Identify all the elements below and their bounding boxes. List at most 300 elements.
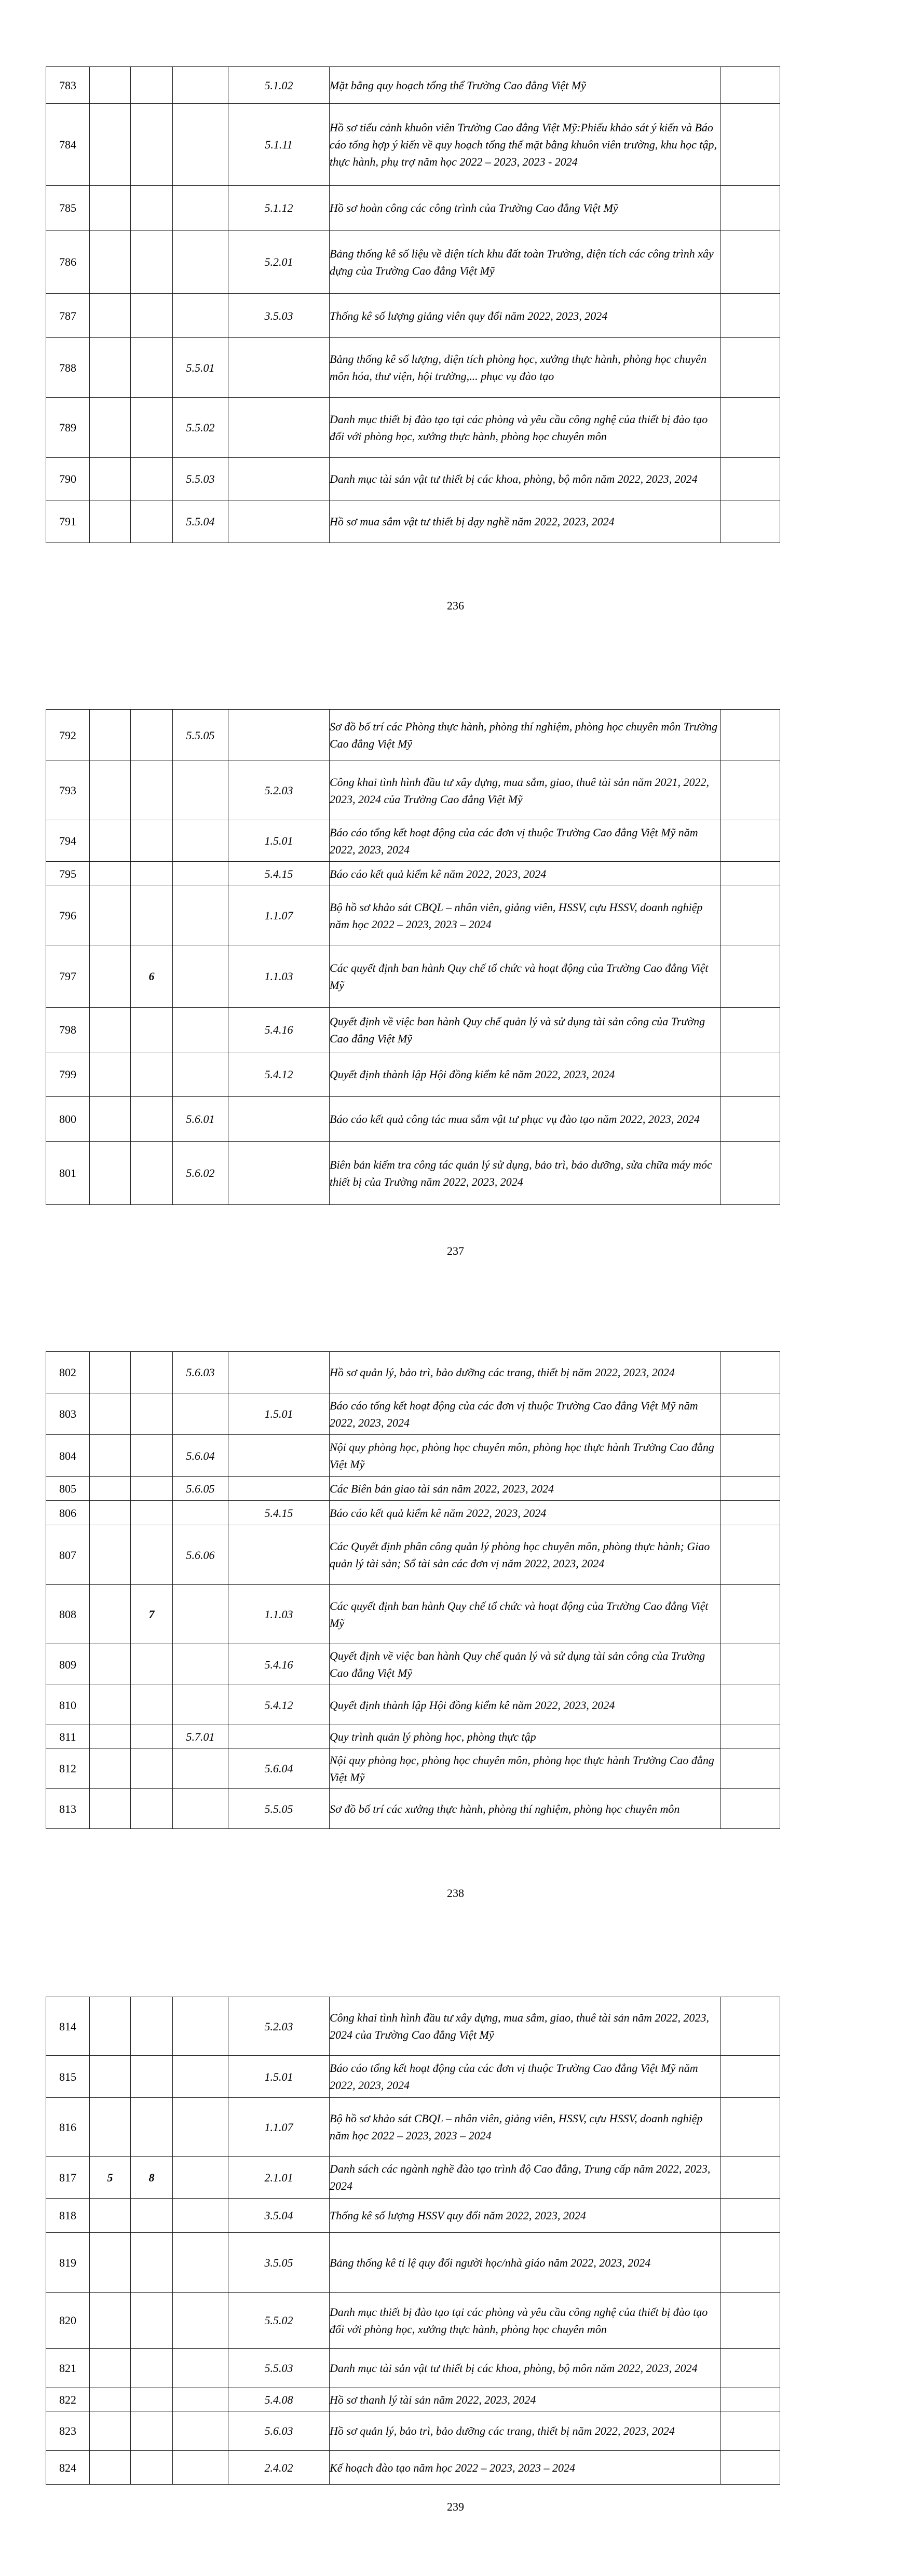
row-number-cell: 788	[46, 338, 90, 398]
standard-cell	[90, 338, 131, 398]
standard-cell	[90, 1789, 131, 1829]
evidence-name-cell: Kế hoạch đào tạo năm học 2022 – 2023, 2023 – 2024	[330, 2451, 721, 2485]
row-number-cell: 796	[46, 886, 90, 945]
row-number-cell: 801	[46, 1142, 90, 1205]
note-cell	[721, 820, 780, 862]
evidence-name-cell: Bảng thống kê số liệu về diện tích khu đất toàn Trường, diện tích các công trình xây dựng của Trường Cao đẳng Việt Mỹ	[330, 231, 721, 294]
evidence-table	[46, 709, 780, 1205]
reference-code-cell: 5.4.16	[228, 1644, 330, 1685]
reference-code-cell: 1.5.01	[228, 820, 330, 862]
row-number-cell: 789	[46, 398, 90, 458]
criterion-cell	[131, 2233, 173, 2293]
criterion-cell	[131, 398, 173, 458]
reference-code-cell: 3.5.04	[228, 2199, 330, 2233]
criterion-cell	[131, 2451, 173, 2485]
evidence-code-cell	[173, 2388, 228, 2411]
criterion-cell	[131, 1501, 173, 1525]
reference-code-cell: 5.4.15	[228, 1501, 330, 1525]
note-cell	[721, 104, 780, 186]
standard-cell	[90, 820, 131, 862]
evidence-code-cell: 5.5.02	[173, 398, 228, 458]
evidence-code-cell: 5.5.01	[173, 338, 228, 398]
standard-cell	[90, 1435, 131, 1477]
evidence-code-cell	[173, 1997, 228, 2056]
standard-cell	[90, 1725, 131, 1748]
note-cell	[721, 294, 780, 338]
reference-code-cell: 1.5.01	[228, 1393, 330, 1435]
evidence-code-cell	[173, 1644, 228, 1685]
evidence-code-cell	[173, 2451, 228, 2485]
evidence-name-cell: Công khai tình hình đầu tư xây dựng, mua sắm, giao, thuê tài sản năm 2022, 2023, 2024 của Trường Cao đẳng Việt Mỹ	[330, 1997, 721, 2056]
row-number-cell: 814	[46, 1997, 90, 2056]
standard-cell	[90, 1748, 131, 1789]
row-number-cell: 799	[46, 1052, 90, 1097]
criterion-cell	[131, 2388, 173, 2411]
table-row	[46, 1008, 780, 1052]
note-cell	[721, 1585, 780, 1644]
table-row	[46, 1997, 780, 2056]
note-cell	[721, 500, 780, 543]
standard-cell	[90, 945, 131, 1008]
table-row	[46, 1725, 780, 1748]
evidence-name-cell: Biên bản kiểm tra công tác quản lý sử dụng, bảo trì, bảo dưỡng, sửa chữa máy móc thiết bị của Trường năm 2022, 2023, 2024	[330, 1142, 721, 1205]
standard-cell	[90, 186, 131, 231]
row-number-cell: 818	[46, 2199, 90, 2233]
row-number-cell: 815	[46, 2056, 90, 2098]
note-cell	[721, 761, 780, 820]
evidence-table	[46, 1351, 780, 1829]
criterion-cell	[131, 67, 173, 104]
table-row	[46, 104, 780, 186]
note-cell	[721, 945, 780, 1008]
criterion-cell	[131, 1725, 173, 1748]
note-cell	[721, 2349, 780, 2388]
reference-code-cell	[228, 1097, 330, 1142]
table-row	[46, 1748, 780, 1789]
evidence-code-cell	[173, 1501, 228, 1525]
evidence-code-cell	[173, 1393, 228, 1435]
standard-cell	[90, 1052, 131, 1097]
note-cell	[721, 2451, 780, 2485]
evidence-name-cell: Báo cáo kết quả kiểm kê năm 2022, 2023, 2024	[330, 862, 721, 886]
table-row	[46, 2157, 780, 2199]
row-number-cell: 800	[46, 1097, 90, 1142]
reference-code-cell: 5.4.08	[228, 2388, 330, 2411]
evidence-name-cell: Nội quy phòng học, phòng học chuyên môn, phòng học thực hành Trường Cao đẳng Việt Mỹ	[330, 1435, 721, 1477]
table-row	[46, 820, 780, 862]
standard-cell	[90, 862, 131, 886]
note-cell	[721, 1685, 780, 1725]
table-row	[46, 886, 780, 945]
table-row	[46, 1525, 780, 1585]
table-row	[46, 2233, 780, 2293]
note-cell	[721, 1352, 780, 1393]
row-number-cell: 809	[46, 1644, 90, 1685]
standard-cell	[90, 67, 131, 104]
row-number-cell: 786	[46, 231, 90, 294]
evidence-code-cell	[173, 2098, 228, 2157]
criterion-cell: 8	[131, 2157, 173, 2199]
evidence-code-cell: 5.6.03	[173, 1352, 228, 1393]
evidence-code-cell	[173, 2056, 228, 2098]
table-row	[46, 710, 780, 761]
note-cell	[721, 1097, 780, 1142]
table-row	[46, 2056, 780, 2098]
row-number-cell: 803	[46, 1393, 90, 1435]
evidence-code-cell	[173, 1585, 228, 1644]
note-cell	[721, 2411, 780, 2451]
evidence-name-cell: Thống kê số lượng HSSV quy đổi năm 2022, 2023, 2024	[330, 2199, 721, 2233]
criterion-cell	[131, 1685, 173, 1725]
table-row	[46, 2411, 780, 2451]
evidence-name-cell: Báo cáo tổng kết hoạt động của các đơn vị thuộc Trường Cao đẳng Việt Mỹ năm 2022, 2023, 2024	[330, 820, 721, 862]
evidence-name-cell: Bảng thống kê tỉ lệ quy đổi người học/nhà giáo năm 2022, 2023, 2024	[330, 2233, 721, 2293]
table-row	[46, 1097, 780, 1142]
note-cell	[721, 231, 780, 294]
row-number-cell: 790	[46, 458, 90, 500]
row-number-cell: 819	[46, 2233, 90, 2293]
row-number-cell: 808	[46, 1585, 90, 1644]
evidence-code-cell	[173, 886, 228, 945]
standard-cell	[90, 458, 131, 500]
table-row	[46, 2098, 780, 2157]
evidence-name-cell: Quyết định về việc ban hành Quy chế quản lý và sử dụng tài sản công của Trường Cao đẳng Việt Mỹ	[330, 1008, 721, 1052]
criterion-cell	[131, 500, 173, 543]
table-row	[46, 2199, 780, 2233]
row-number-cell: 810	[46, 1685, 90, 1725]
evidence-name-cell: Mặt bằng quy hoạch tổng thể Trường Cao đẳng Việt Mỹ	[330, 67, 721, 104]
standard-cell	[90, 1142, 131, 1205]
criterion-cell	[131, 710, 173, 761]
table-row	[46, 231, 780, 294]
criterion-cell	[131, 1008, 173, 1052]
standard-cell	[90, 231, 131, 294]
standard-cell	[90, 1097, 131, 1142]
note-cell	[721, 186, 780, 231]
criterion-cell	[131, 862, 173, 886]
row-number-cell: 802	[46, 1352, 90, 1393]
standard-cell	[90, 761, 131, 820]
row-number-cell: 820	[46, 2293, 90, 2349]
evidence-code-cell	[173, 2199, 228, 2233]
evidence-name-cell: Báo cáo kết quả kiểm kê năm 2022, 2023, 2024	[330, 1501, 721, 1525]
standard-cell	[90, 104, 131, 186]
reference-code-cell	[228, 1142, 330, 1205]
row-number-cell: 785	[46, 186, 90, 231]
evidence-name-cell: Các Biên bản giao tài sản năm 2022, 2023, 2024	[330, 1477, 721, 1501]
criterion-cell	[131, 1435, 173, 1477]
evidence-name-cell: Báo cáo kết quả công tác mua sắm vật tư phục vụ đào tạo năm 2022, 2023, 2024	[330, 1097, 721, 1142]
reference-code-cell: 1.1.07	[228, 2098, 330, 2157]
note-cell	[721, 1435, 780, 1477]
row-number-cell: 824	[46, 2451, 90, 2485]
table-row	[46, 2388, 780, 2411]
evidence-name-cell: Báo cáo tổng kết hoạt động của các đơn vị thuộc Trường Cao đẳng Việt Mỹ năm 2022, 2023, 2024	[330, 1393, 721, 1435]
evidence-name-cell: Hồ sơ quản lý, bảo trì, bảo dưỡng các trang, thiết bị năm 2022, 2023, 2024	[330, 2411, 721, 2451]
page-number: 237	[447, 1244, 464, 1257]
reference-code-cell: 5.6.04	[228, 1748, 330, 1789]
evidence-code-cell: 5.5.05	[173, 710, 228, 761]
table-row	[46, 1393, 780, 1435]
table-row	[46, 67, 780, 104]
row-number-cell: 813	[46, 1789, 90, 1829]
note-cell	[721, 1644, 780, 1685]
reference-code-cell: 1.5.01	[228, 2056, 330, 2098]
table-row	[46, 945, 780, 1008]
reference-code-cell: 3.5.05	[228, 2233, 330, 2293]
evidence-name-cell: Bảng thống kê số lượng, diện tích phòng học, xưởng thực hành, phòng học chuyên môn hóa, thư viện, hội trường,... phục vụ đào tạo	[330, 338, 721, 398]
table-row	[46, 1501, 780, 1525]
note-cell	[721, 2098, 780, 2157]
evidence-name-cell: Các quyết định ban hành Quy chế tổ chức và hoạt động của Trường Cao đẳng Việt Mỹ	[330, 1585, 721, 1644]
reference-code-cell: 5.5.05	[228, 1789, 330, 1829]
standard-cell	[90, 1525, 131, 1585]
row-number-cell: 787	[46, 294, 90, 338]
reference-code-cell: 5.2.03	[228, 1997, 330, 2056]
row-number-cell: 816	[46, 2098, 90, 2157]
evidence-name-cell: Thống kê số lượng giảng viên quy đổi năm 2022, 2023, 2024	[330, 294, 721, 338]
note-cell	[721, 2388, 780, 2411]
evidence-code-cell	[173, 862, 228, 886]
row-number-cell: 807	[46, 1525, 90, 1585]
evidence-name-cell: Các quyết định ban hành Quy chế tổ chức và hoạt động của Trường Cao đẳng Việt Mỹ	[330, 945, 721, 1008]
evidence-name-cell: Hồ sơ tiểu cảnh khuôn viên Trường Cao đẳng Việt Mỹ:Phiếu khảo sát ý kiến và Báo cáo tổng hợp ý kiến về quy hoạch tổng thể mặt bằng khuôn viên trường, khu học tập, thực hành, phụ trợ năm học 2022 – 2023, 2023 - 2024	[330, 104, 721, 186]
note-cell	[721, 710, 780, 761]
row-number-cell: 792	[46, 710, 90, 761]
standard-cell	[90, 2293, 131, 2349]
table-row	[46, 1435, 780, 1477]
note-cell	[721, 67, 780, 104]
row-number-cell: 797	[46, 945, 90, 1008]
criterion-cell: 6	[131, 945, 173, 1008]
criterion-cell	[131, 2098, 173, 2157]
reference-code-cell	[228, 1477, 330, 1501]
evidence-code-cell	[173, 820, 228, 862]
criterion-cell	[131, 886, 173, 945]
table-row	[46, 186, 780, 231]
table-row	[46, 2349, 780, 2388]
note-cell	[721, 1477, 780, 1501]
row-number-cell: 804	[46, 1435, 90, 1477]
evidence-code-cell: 5.5.04	[173, 500, 228, 543]
evidence-code-cell: 5.6.05	[173, 1477, 228, 1501]
standard-cell	[90, 2349, 131, 2388]
row-number-cell: 793	[46, 761, 90, 820]
evidence-name-cell: Hồ sơ hoàn công các công trình của Trường Cao đẳng Việt Mỹ	[330, 186, 721, 231]
evidence-table	[46, 1997, 780, 2485]
row-number-cell: 821	[46, 2349, 90, 2388]
evidence-name-cell: Danh mục thiết bị đào tạo tại các phòng và yêu cầu công nghệ của thiết bị đào tạo đối với phòng học, xưởng thực hành, phòng học chuyên môn	[330, 398, 721, 458]
note-cell	[721, 1393, 780, 1435]
standard-cell	[90, 1477, 131, 1501]
criterion-cell	[131, 458, 173, 500]
row-number-cell: 811	[46, 1725, 90, 1748]
table-row	[46, 1142, 780, 1205]
evidence-code-cell: 5.6.01	[173, 1097, 228, 1142]
note-cell	[721, 2293, 780, 2349]
row-number-cell: 798	[46, 1008, 90, 1052]
note-cell	[721, 1008, 780, 1052]
standard-cell	[90, 886, 131, 945]
criterion-cell	[131, 1052, 173, 1097]
evidence-name-cell: Các Quyết định phân công quản lý phòng học chuyên môn, phòng thực hành; Giao quản lý tài sản; Sổ tài sản các đơn vị năm 2022, 2023, 2024	[330, 1525, 721, 1585]
table-row	[46, 1685, 780, 1725]
reference-code-cell	[228, 710, 330, 761]
criterion-cell	[131, 1352, 173, 1393]
standard-cell	[90, 1997, 131, 2056]
reference-code-cell: 5.2.01	[228, 231, 330, 294]
standard-cell	[90, 2098, 131, 2157]
evidence-code-cell	[173, 2293, 228, 2349]
table-row	[46, 1644, 780, 1685]
note-cell	[721, 1501, 780, 1525]
evidence-code-cell: 5.7.01	[173, 1725, 228, 1748]
table-row	[46, 862, 780, 886]
evidence-code-cell: 5.6.06	[173, 1525, 228, 1585]
standard-cell	[90, 2388, 131, 2411]
evidence-name-cell: Danh mục tài sản vật tư thiết bị các khoa, phòng, bộ môn năm 2022, 2023, 2024	[330, 2349, 721, 2388]
standard-cell	[90, 1585, 131, 1644]
criterion-cell	[131, 1644, 173, 1685]
evidence-name-cell: Hồ sơ thanh lý tài sản năm 2022, 2023, 2024	[330, 2388, 721, 2411]
evidence-name-cell: Danh mục tài sản vật tư thiết bị các khoa, phòng, bộ môn năm 2022, 2023, 2024	[330, 458, 721, 500]
note-cell	[721, 458, 780, 500]
criterion-cell: 7	[131, 1585, 173, 1644]
table-row	[46, 458, 780, 500]
standard-cell	[90, 2451, 131, 2485]
reference-code-cell: 5.1.02	[228, 67, 330, 104]
row-number-cell: 812	[46, 1748, 90, 1789]
reference-code-cell: 5.6.03	[228, 2411, 330, 2451]
evidence-name-cell: Báo cáo tổng kết hoạt động của các đơn vị thuộc Trường Cao đẳng Việt Mỹ năm 2022, 2023, 2024	[330, 2056, 721, 2098]
criterion-cell	[131, 1097, 173, 1142]
evidence-name-cell: Nội quy phòng học, phòng học chuyên môn, phòng học thực hành Trường Cao đẳng Việt Mỹ	[330, 1748, 721, 1789]
standard-cell	[90, 2056, 131, 2098]
criterion-cell	[131, 1525, 173, 1585]
evidence-code-cell	[173, 231, 228, 294]
standard-cell	[90, 710, 131, 761]
reference-code-cell: 3.5.03	[228, 294, 330, 338]
criterion-cell	[131, 1997, 173, 2056]
evidence-code-cell	[173, 67, 228, 104]
row-number-cell: 806	[46, 1501, 90, 1525]
standard-cell	[90, 1393, 131, 1435]
standard-cell	[90, 1501, 131, 1525]
table-row	[46, 294, 780, 338]
criterion-cell	[131, 2293, 173, 2349]
evidence-code-cell: 5.5.03	[173, 458, 228, 500]
note-cell	[721, 1725, 780, 1748]
table-row	[46, 1052, 780, 1097]
reference-code-cell: 5.1.12	[228, 186, 330, 231]
table-row	[46, 500, 780, 543]
table-row	[46, 1789, 780, 1829]
evidence-name-cell: Quyết định thành lập Hội đồng kiểm kê năm 2022, 2023, 2024	[330, 1685, 721, 1725]
evidence-name-cell: Danh mục thiết bị đào tạo tại các phòng và yêu cầu công nghệ của thiết bị đào tạo đối với phòng học, xưởng thực hành, phòng học chuyên môn	[330, 2293, 721, 2349]
row-number-cell: 823	[46, 2411, 90, 2451]
reference-code-cell: 1.1.03	[228, 1585, 330, 1644]
reference-code-cell	[228, 1352, 330, 1393]
reference-code-cell: 5.2.03	[228, 761, 330, 820]
note-cell	[721, 398, 780, 458]
criterion-cell	[131, 1477, 173, 1501]
page-number: 238	[447, 1887, 464, 1900]
evidence-code-cell	[173, 1748, 228, 1789]
criterion-cell	[131, 2056, 173, 2098]
standard-cell	[90, 398, 131, 458]
evidence-name-cell: Quyết định về việc ban hành Quy chế quản lý và sử dụng tài sản công của Trường Cao đẳng Việt Mỹ	[330, 1644, 721, 1685]
evidence-code-cell	[173, 1052, 228, 1097]
criterion-cell	[131, 231, 173, 294]
evidence-code-cell	[173, 2233, 228, 2293]
evidence-table	[46, 66, 780, 543]
note-cell	[721, 1052, 780, 1097]
criterion-cell	[131, 2411, 173, 2451]
note-cell	[721, 1789, 780, 1829]
reference-code-cell: 1.1.07	[228, 886, 330, 945]
evidence-name-cell: Danh sách các ngành nghề đào tạo trình độ Cao đẳng, Trung cấp năm 2022, 2023, 2024	[330, 2157, 721, 2199]
row-number-cell: 822	[46, 2388, 90, 2411]
evidence-name-cell: Quyết định thành lập Hội đồng kiểm kê năm 2022, 2023, 2024	[330, 1052, 721, 1097]
reference-code-cell: 1.1.03	[228, 945, 330, 1008]
standard-cell	[90, 1685, 131, 1725]
page-number: 236	[447, 599, 464, 612]
table-row	[46, 1477, 780, 1501]
standard-cell: 5	[90, 2157, 131, 2199]
evidence-name-cell: Sơ đồ bố trí các xưởng thực hành, phòng thí nghiệm, phòng học chuyên môn	[330, 1789, 721, 1829]
note-cell	[721, 2157, 780, 2199]
standard-cell	[90, 1644, 131, 1685]
table-row	[46, 2451, 780, 2485]
note-cell	[721, 886, 780, 945]
reference-code-cell: 5.4.16	[228, 1008, 330, 1052]
criterion-cell	[131, 761, 173, 820]
criterion-cell	[131, 338, 173, 398]
note-cell	[721, 2199, 780, 2233]
table-row	[46, 2293, 780, 2349]
evidence-code-cell	[173, 104, 228, 186]
standard-cell	[90, 2233, 131, 2293]
row-number-cell: 794	[46, 820, 90, 862]
note-cell	[721, 1525, 780, 1585]
reference-code-cell	[228, 338, 330, 398]
evidence-code-cell	[173, 2411, 228, 2451]
reference-code-cell: 5.1.11	[228, 104, 330, 186]
table-row	[46, 338, 780, 398]
reference-code-cell: 5.4.12	[228, 1685, 330, 1725]
note-cell	[721, 1997, 780, 2056]
evidence-code-cell	[173, 761, 228, 820]
reference-code-cell	[228, 398, 330, 458]
criterion-cell	[131, 1748, 173, 1789]
table-row	[46, 761, 780, 820]
note-cell	[721, 1748, 780, 1789]
row-number-cell: 783	[46, 67, 90, 104]
criterion-cell	[131, 186, 173, 231]
evidence-code-cell: 5.6.02	[173, 1142, 228, 1205]
row-number-cell: 805	[46, 1477, 90, 1501]
evidence-code-cell	[173, 294, 228, 338]
standard-cell	[90, 2199, 131, 2233]
page-number: 239	[447, 2500, 464, 2513]
evidence-code-cell	[173, 1789, 228, 1829]
criterion-cell	[131, 1789, 173, 1829]
criterion-cell	[131, 2199, 173, 2233]
evidence-code-cell: 5.6.04	[173, 1435, 228, 1477]
evidence-name-cell: Bộ hồ sơ khảo sát CBQL – nhân viên, giảng viên, HSSV, cựu HSSV, doanh nghiệp năm học 2022 – 2023, 2023 – 2024	[330, 2098, 721, 2157]
evidence-name-cell: Quy trình quản lý phòng học, phòng thực tập	[330, 1725, 721, 1748]
evidence-name-cell: Hồ sơ quản lý, bảo trì, bảo dưỡng các trang, thiết bị năm 2022, 2023, 2024	[330, 1352, 721, 1393]
